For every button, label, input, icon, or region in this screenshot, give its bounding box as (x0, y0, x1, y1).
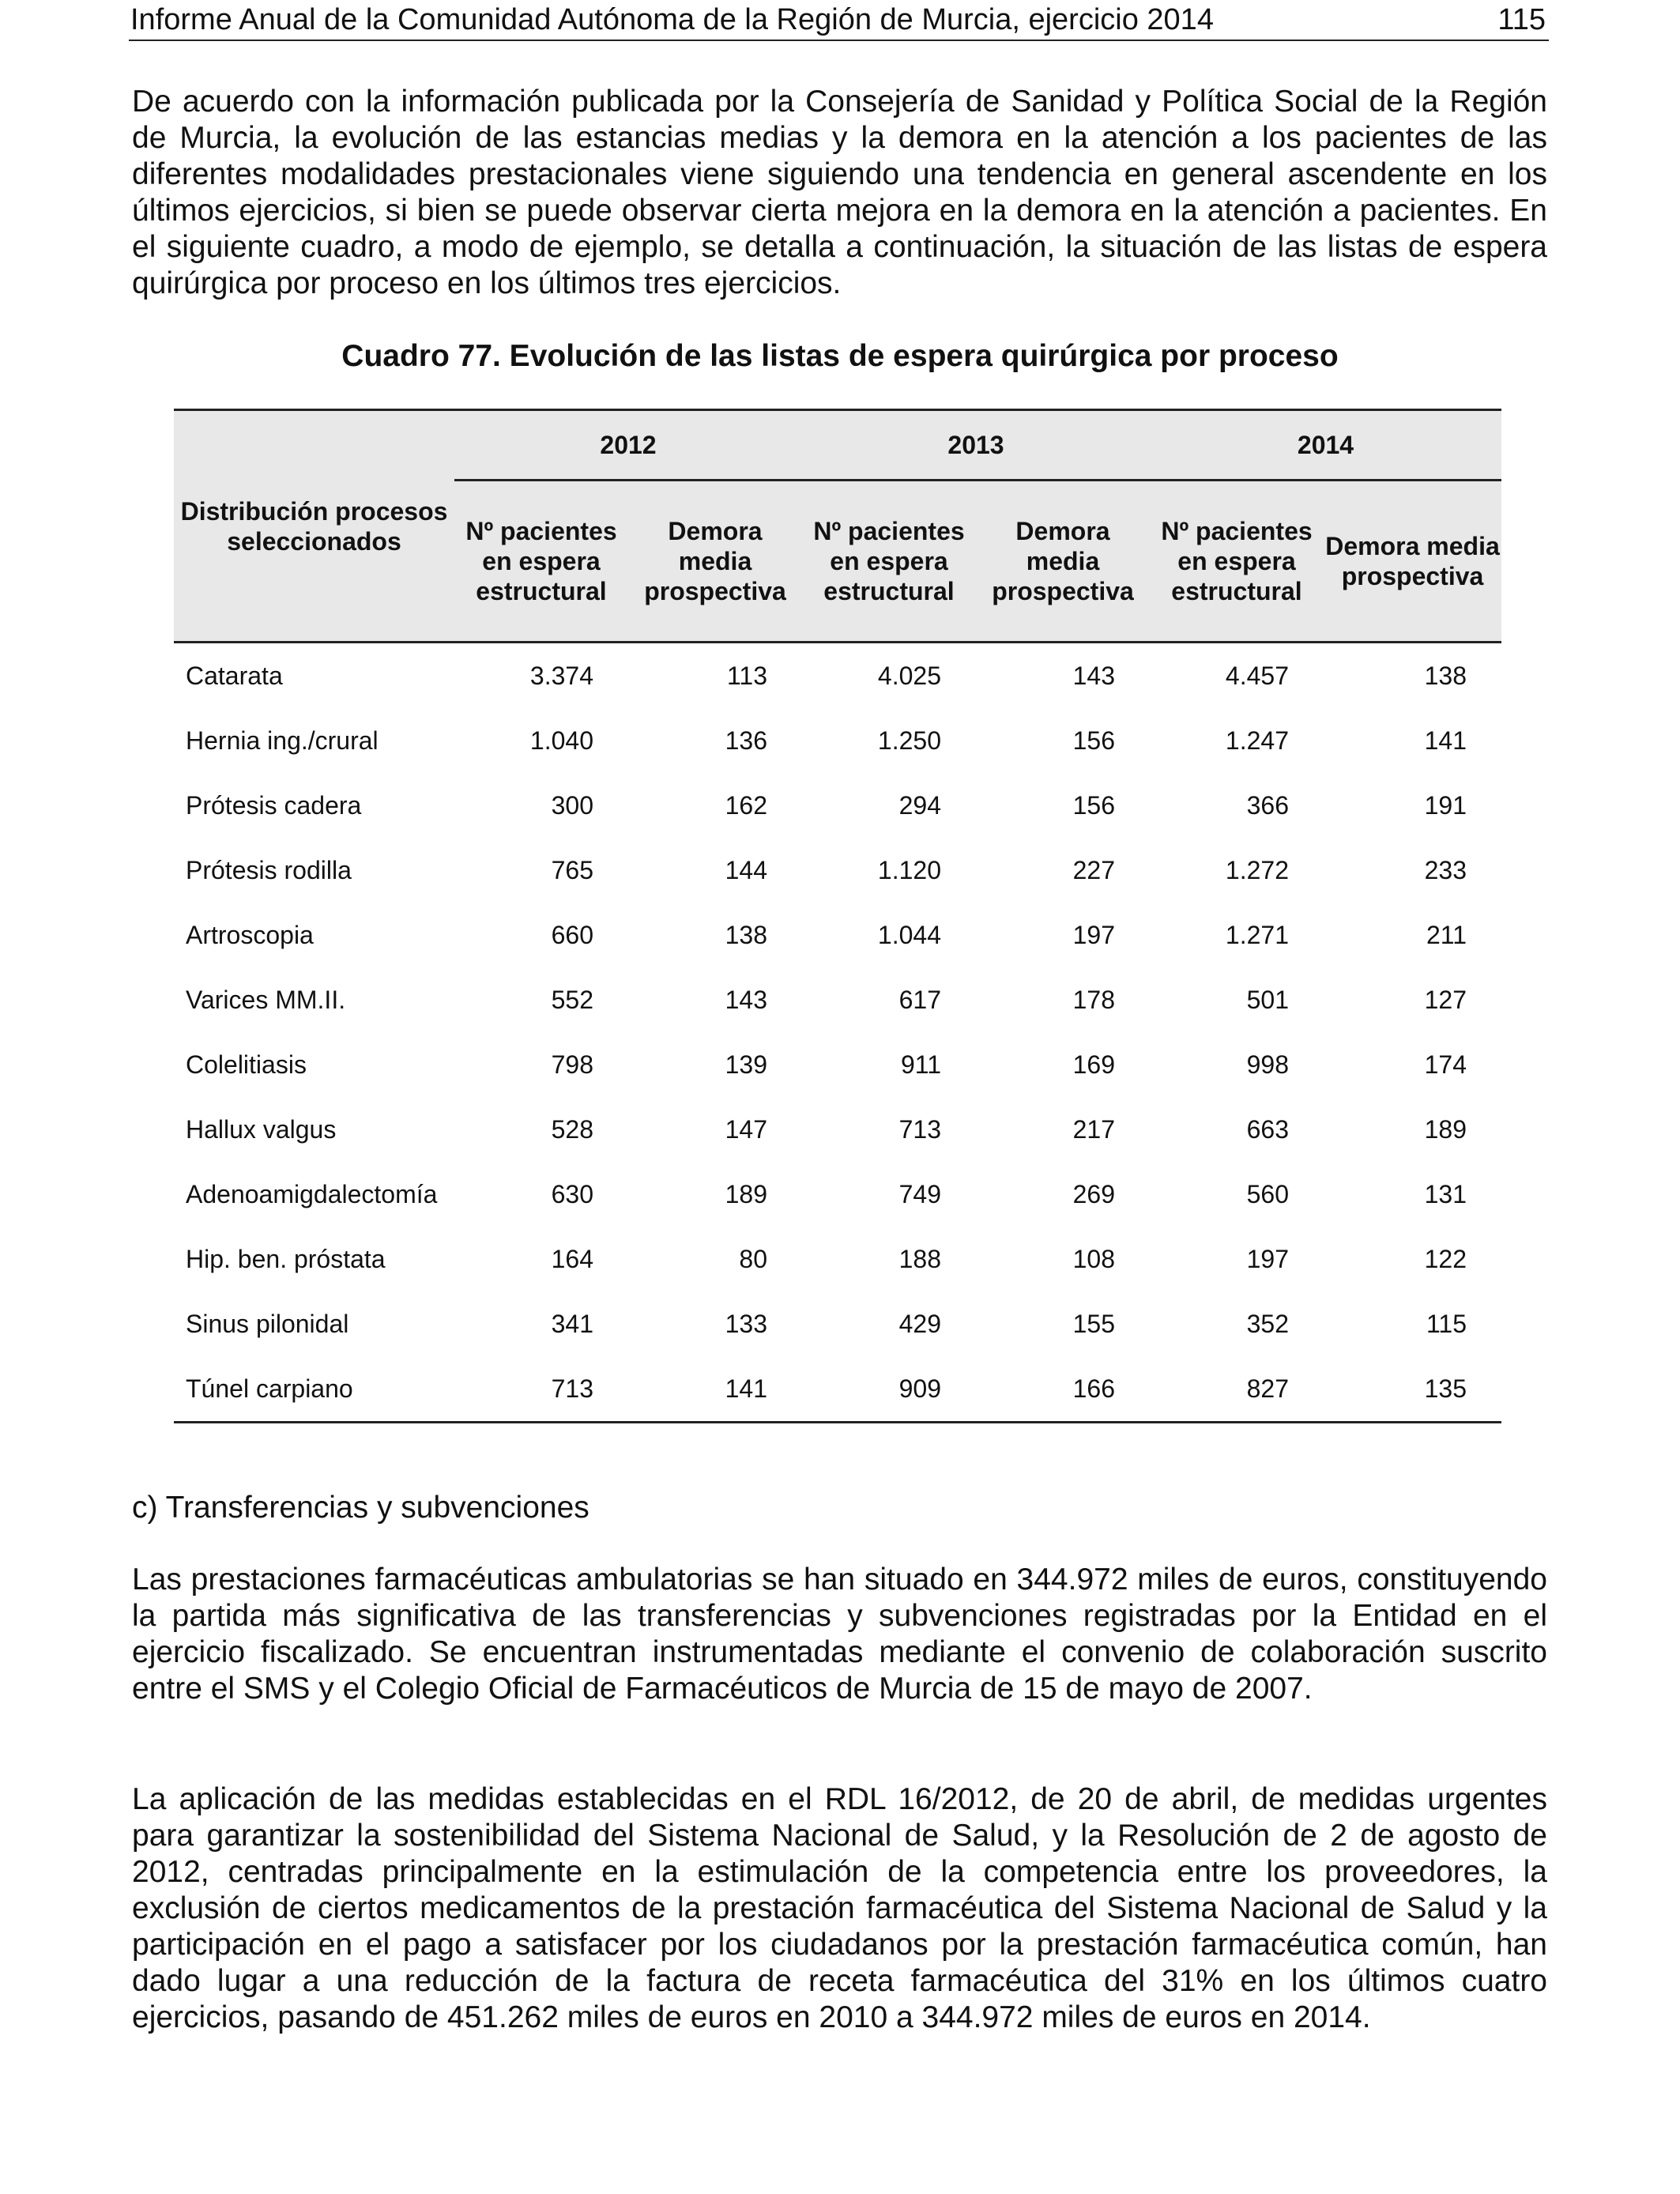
patients-cell: 300 (551, 790, 593, 820)
patients-cell: 366 (1246, 790, 1289, 820)
delay-cell: 166 (976, 1356, 1150, 1423)
delay-cell: 269 (1072, 1179, 1115, 1208)
delay-cell: 113 (726, 661, 767, 690)
delay-cell: 108 (1072, 1244, 1115, 1273)
col-header-patients: Nº pacientes en espera estructural (1150, 481, 1324, 643)
table-caption: Cuadro 77. Evolución de las listas de espera quirúrgica por proceso (341, 339, 1339, 373)
patients-cell: 188 (898, 1244, 941, 1273)
col-header-delay: Demora media prospectiva (1324, 481, 1501, 643)
delay-cell: 197 (1072, 920, 1115, 949)
patients-cell: 197 (1246, 1244, 1289, 1273)
delay-cell: 162 (725, 790, 767, 820)
delay-cell: 227 (1072, 855, 1115, 884)
delay-cell: 133 (725, 1309, 767, 1338)
patients-cell: 294 (898, 790, 941, 820)
patients-cell: 713 (454, 1356, 628, 1423)
process-name: Prótesis rodilla (186, 855, 352, 884)
table-row (174, 708, 1501, 773)
patients-cell: 663 (1246, 1114, 1289, 1144)
table-row (174, 773, 1501, 838)
patients-cell: 352 (1246, 1309, 1289, 1338)
patients-cell: 909 (802, 1356, 976, 1423)
process-name: Varices MM.II. (186, 985, 346, 1014)
delay-cell: 136 (725, 726, 767, 755)
patients-cell: 528 (551, 1114, 593, 1144)
patients-cell: 501 (1246, 985, 1289, 1014)
intro-paragraph: De acuerdo con la información publicada por la Consejería de Sanidad y Política Social de la Región de Murcia, la evolución de las estancias medias y la demora en la atención a los pacientes de las diferentes modalidades prestacionales viene siguiendo una tendencia en general ascendente en los últimos ejercicios, si bien se puede observar cierta mejora en la demora en la atención a pacientes. En el siguiente cuadro, a modo de ejemplo, se detalla a continuación, la situación de las listas de espera quirúrgica por proceso en los últimos tres ejercicios. (132, 85, 1547, 300)
patients-cell: 1.044 (877, 920, 941, 949)
delay-cell: 139 (725, 1050, 767, 1079)
delay-cell: 147 (725, 1114, 767, 1144)
patients-cell: 164 (551, 1244, 593, 1273)
delay-cell: 115 (1426, 1309, 1467, 1338)
delay-cell: 169 (1072, 1050, 1115, 1079)
transfers-paragraph: Las prestaciones farmacéuticas ambulatorias se han situado en 344.972 miles de euros, constituyendo la partida más significativa de las transferencias y subvenciones registradas por la Entidad en el ejercicio fiscalizado. Se encuentran instrumentadas mediante el convenio de colaboración suscrito entre el SMS y el Colegio Oficial de Farmacéuticos de Murcia de 15 de mayo de 2007. (132, 1563, 1547, 1706)
patients-cell: 630 (551, 1179, 593, 1208)
patients-cell: 617 (898, 985, 941, 1014)
table-row (174, 903, 1501, 967)
process-name: Sinus pilonidal (186, 1309, 349, 1338)
delay-cell: 138 (1424, 661, 1467, 690)
waiting-list-table (174, 409, 1501, 1423)
patients-cell: 749 (898, 1179, 941, 1208)
delay-cell: 178 (1072, 985, 1115, 1014)
page-header (129, 0, 1549, 41)
patients-cell: 911 (900, 1050, 941, 1079)
table-row (174, 1162, 1501, 1227)
table-row (174, 1097, 1501, 1162)
page-number: 115 (1497, 3, 1546, 36)
patients-cell: 4.457 (1225, 661, 1289, 690)
delay-cell: 189 (1424, 1114, 1467, 1144)
process-name: Hallux valgus (186, 1114, 337, 1144)
col-header-patients: Nº pacientes en espera estructural (802, 481, 976, 643)
delay-cell: 233 (1424, 855, 1467, 884)
delay-cell: 191 (1424, 790, 1467, 820)
patients-cell: 765 (551, 855, 593, 884)
delay-cell: 217 (1072, 1114, 1115, 1144)
table-row (174, 1356, 1501, 1423)
measures-paragraph: La aplicación de las medidas establecidas en el RDL 16/2012, de 20 de abril, de medidas urgentes para garantizar la sostenibilidad del Sistema Nacional de Salud, y la Resolución de 2 de agosto de 2012, centradas principalmente en la estimulación de la competencia entre los proveedores, la exclusión de ciertos medicamentos de la prestación farmacéutica del Sistema Nacional de Salud y la participación en el pago a satisfacer por los ciudadanos por la prestación farmacéutica común, han dado lugar a una reducción de la factura de receta farmacéutica del 31% en los últimos cuatro ejercicios, pasando de 451.262 miles de euros en 2010 a 344.972 miles de euros en 2014. (132, 1782, 1547, 2034)
delay-cell: 141 (1424, 726, 1467, 755)
patients-cell: 1.250 (877, 726, 941, 755)
delay-cell: 141 (628, 1356, 802, 1423)
process-name: Artroscopia (186, 920, 314, 949)
patients-cell: 1.120 (877, 855, 941, 884)
delay-cell: 155 (1072, 1309, 1115, 1338)
col-header-delay: Demora media prospectiva (976, 481, 1150, 643)
process-name: Hernia ing./crural (186, 726, 379, 755)
delay-cell: 156 (1072, 790, 1115, 820)
delay-cell: 143 (1072, 661, 1115, 690)
patients-cell: 998 (1246, 1050, 1289, 1079)
year-header-2014: 2014 (1150, 410, 1501, 481)
patients-cell: 1.272 (1225, 855, 1289, 884)
process-name: Prótesis cadera (186, 790, 362, 820)
table-row (174, 838, 1501, 903)
delay-cell: 135 (1324, 1356, 1501, 1423)
delay-cell: 80 (739, 1244, 767, 1273)
table-row (174, 643, 1501, 709)
patients-cell: 429 (898, 1309, 941, 1338)
table-row (174, 1032, 1501, 1097)
patients-cell: 4.025 (877, 661, 941, 690)
delay-cell: 211 (1426, 920, 1467, 949)
delay-cell: 127 (1424, 985, 1467, 1014)
process-name: Hip. ben. próstata (186, 1244, 386, 1273)
process-name: Colelitiasis (186, 1050, 307, 1079)
patients-cell: 713 (898, 1114, 941, 1144)
patients-cell: 1.040 (529, 726, 593, 755)
year-header-2012: 2012 (454, 410, 802, 481)
patients-cell: 341 (551, 1309, 593, 1338)
section-heading: c) Transferencias y subvenciones (132, 1491, 590, 1525)
patients-cell: 3.374 (529, 661, 593, 690)
patients-cell: 827 (1150, 1356, 1324, 1423)
header-title: Informe Anual de la Comunidad Autónoma de la Región de Murcia, ejercicio 2014 (130, 3, 1214, 36)
table-row (174, 967, 1501, 1032)
year-header-2013: 2013 (802, 410, 1150, 481)
delay-cell: 138 (725, 920, 767, 949)
patients-cell: 1.271 (1225, 920, 1289, 949)
stub-header: Distribución procesos seleccionados (174, 410, 454, 643)
table-row (174, 1291, 1501, 1356)
delay-cell: 156 (1072, 726, 1115, 755)
delay-cell: 189 (725, 1179, 767, 1208)
process-name: Catarata (186, 661, 283, 690)
col-header-delay: Demora media prospectiva (628, 481, 802, 643)
patients-cell: 660 (551, 920, 593, 949)
patients-cell: 1.247 (1225, 726, 1289, 755)
delay-cell: 143 (725, 985, 767, 1014)
process-name: Túnel carpiano (174, 1356, 454, 1423)
patients-cell: 552 (551, 985, 593, 1014)
delay-cell: 131 (1424, 1179, 1467, 1208)
process-name: Adenoamigdalectomía (186, 1179, 438, 1208)
delay-cell: 122 (1424, 1244, 1467, 1273)
patients-cell: 798 (551, 1050, 593, 1079)
table-row (174, 1227, 1501, 1291)
col-header-patients: Nº pacientes en espera estructural (454, 481, 628, 643)
delay-cell: 144 (725, 855, 767, 884)
patients-cell: 560 (1246, 1179, 1289, 1208)
delay-cell: 174 (1424, 1050, 1467, 1079)
